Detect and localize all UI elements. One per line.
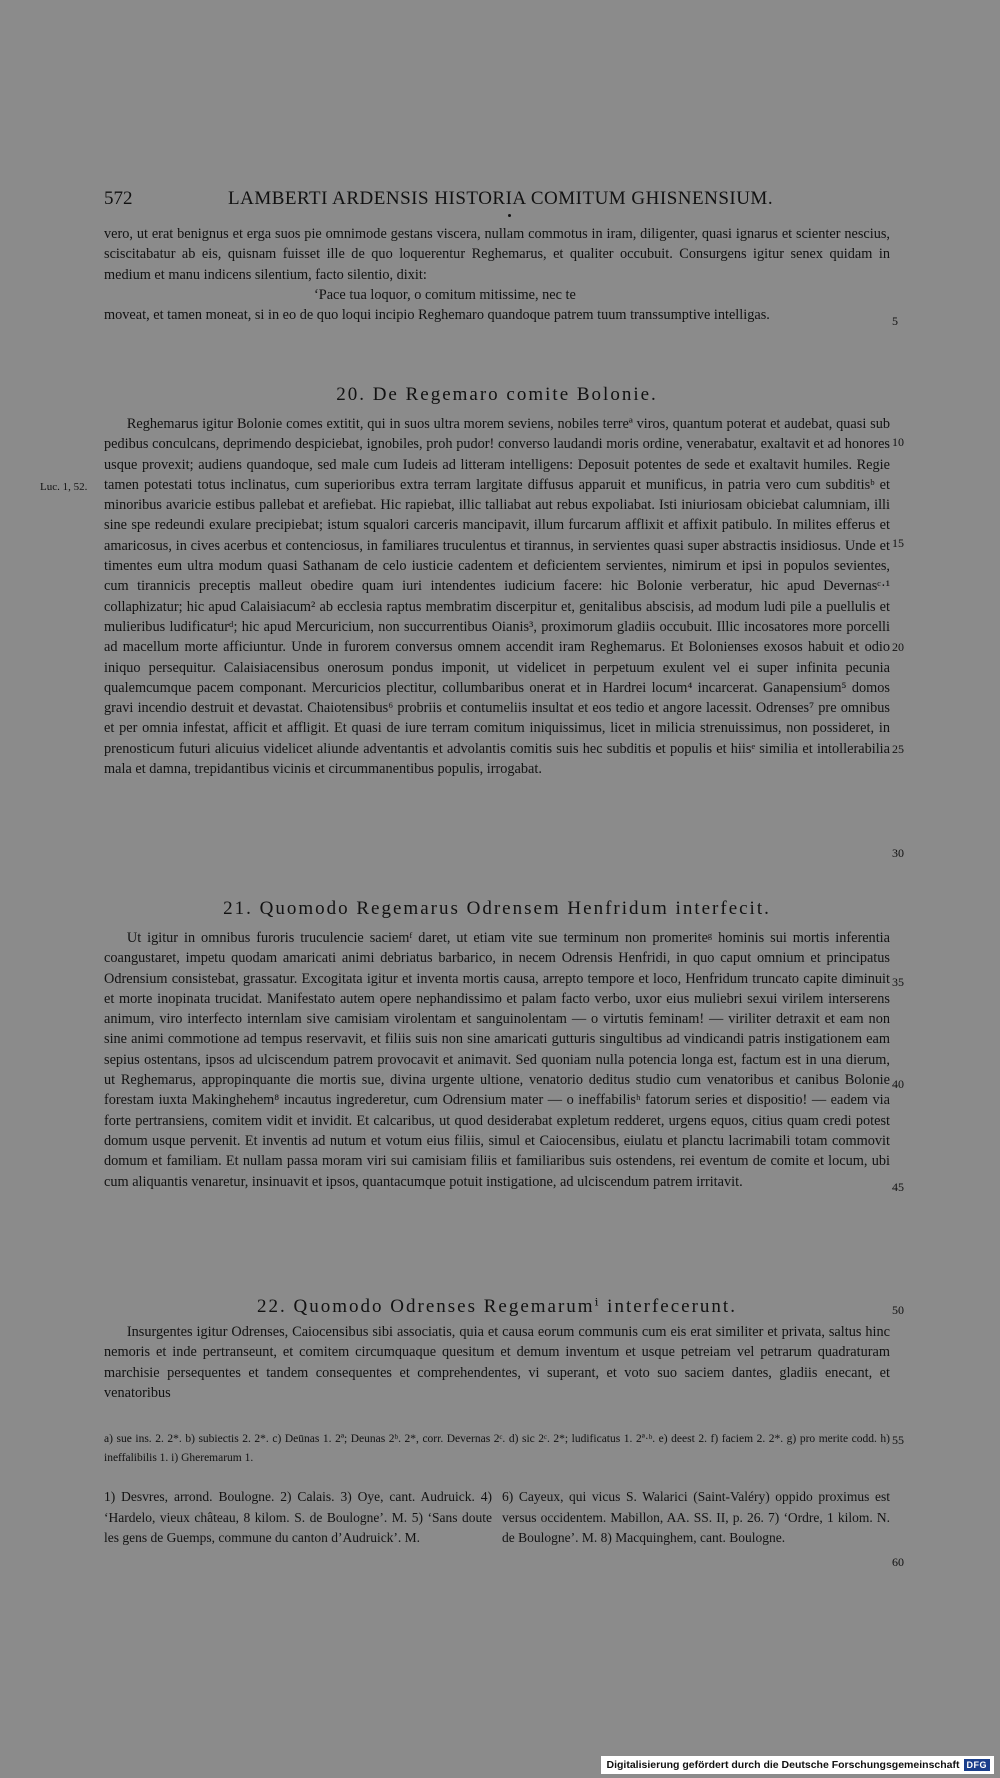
footnotes <box>104 1487 890 1549</box>
page-header <box>104 188 904 210</box>
footnotes-left: 1) Desvres, arrond. Boulogne. 2) Calais. 3) Oye, cant. Audruick. 4) ‘Hardelo, vieux château, 8 kilom. S. de Boulogne’. M. 5) ‘Sans doute les gens de Guemps, commune du canton d’Audruick’. M. <box>104 1489 492 1545</box>
chapter-20-text-block <box>104 414 890 779</box>
chapter-22-text-block <box>104 1322 890 1403</box>
intro-block <box>104 224 890 325</box>
line-number: 25 <box>892 742 904 756</box>
footnotes-right: 6) Cayeux, qui vicus S. Walarici (Saint-Valéry) oppido proximus est versus occidentem. Mabillon, AA. SS. II, p. 26. 7) ‘Ordre, 1 kilom. N. de Boulogne’. M. 8) Macquinghem, cant. Boulogne. <box>502 1489 890 1545</box>
funding-credit <box>601 1756 994 1774</box>
intro-text: vero, ut erat benignus et erga suos pie omnimode gestans viscera, nullam commotus in iram, diligenter, quasi ignarus et scienter nescius, sciscitabatur ab eis, quisnam fuisset ille de quo loquerentur Reghemarus, et qualiter occubuit. Consurgens igitur senex quidam in medium et manu indicens silentium, facto silentio, dixit: <box>104 226 890 283</box>
chapter-22-heading: 22. Quomodo Odrenses Regemarumⁱ interfecerunt. <box>257 1296 737 1317</box>
margin-citation: Luc. 1, 52. <box>40 481 88 493</box>
critical-apparatus: a) sue ins. 2. 2*. b) subiectis 2. 2*. c) Deūnas 1. 2ª; Deunas 2ᵇ. 2*, corr. Devernas 2ᶜ. d) sic 2ᶜ. 2*; ludificatus 1. 2ª·ᵇ. e) deest 2. f) faciem 2. 2*. g) pro merite codd. h) ineffalibilis 1. i) Gheremarum 1. <box>104 1433 890 1464</box>
line-number: 60 <box>892 1555 904 1569</box>
chapter-20-heading: 20. De Regemaro comite Bolonie. <box>336 384 658 405</box>
line-number: 20 <box>892 640 904 654</box>
line-number: 30 <box>892 846 904 860</box>
line-number: 15 <box>892 536 904 550</box>
intro-after: moveat, et tamen moneat, si in eo de quo loqui incipio Reghemaro quandoque patrem tuum transsumptive intelligas. <box>104 307 770 324</box>
intro-verse: ‘Pace tua loquor, o comitum mitissime, nec te <box>314 286 576 303</box>
chapter-20-text: Reghemarus igitur Bolonie comes extitit, qui in suos ultra morem seviens, nobiles terreª viros, quantum poterat et audebat, quasi sub pedibus conculcans, deprimendo despiciebat, ignobiles, proh pudor! converso laudandi moris ordine, venerabatur, exaltavit et ad honores usque provexit; audiens quandoque, sed male cum Iudeis ad litteram intelligens: Deposuit potentes de sede et exaltavit humiles. Regie tamen potestati totus inclinatus, cum superioribus extra terram largitate diffusus apparuit et munificus, in patria vero cum subditisᵇ et minoribus avaricie estibus pallebat et arefiebat. Hic rapiebat, illic talliabat aut rebus expoliabat. Isti iniuriosam obiciebat calumniam, illi sine spe redeundi exulare precipiebat; istum squalori carceris mancipavit, illum furcarum afflixit et affixit patibulo. In milites efferus et amaricosus, in cives acerbus et contenciosus, in familiares truculentus et tirannus, in servientes quasi super abstractis insidiosus. Unde et timentes eum ultra modum quasi Sathanam de celo iusticie cadentem et deficientem servientes, nimirum et ipsi in populos sevientes, cum tirannicis preceptis malleut obedire quam iuri intendentes iudicium facere: hic Bolonie verberatur, hic apud Devernasᶜ·¹ collaphizatur; hic apud Calaisiacum² ab ecclesia raptus membratim discerpitur et, genitalibus abscisis, ad modum ludi pile a puellulis et mulieribus ludificaturᵈ; hic apud Mercuricium, non succurrentibus Oianis³, proximorum gladiis occubuit. Illic incosatores more porcelli ad macellum morte afficiuntur. Unde in furorem conversus omnem accendit iram Reghemarus. Et Bolonienses exosos habuit et odio iniquo persequitur. Calaisiacensibus onerosum pondus imponit, ut videlicet in perpetuum exulent vel ei super infinita pecunia qualemcumque pacem componant. Mercuricios plectitur, collumbaribus onerat et in Hardrei locum⁴ incarcerat. Ganapensium⁵ domos gravi incendio destruit et devastat. Chaiotensibus⁶ probriis et contumeliis insultat et eos tedio et angore lacessit. Odrenses⁷ pre omnibus et per omnia infestat, afficit et affligit. Et quasi de iure terram comitum iniquissimus, licet in milicia strenuissimus, non possideret, in prenosticum futuri alicuius videlicet aliunde adventantis et advolantis comitis suis hec subditis et populis et hiisᵉ similia et intollerabilia mala et damna, trepidantibus vicinis et circummanentibus populis, irrogabat. <box>104 416 890 778</box>
chapter-21-text-block <box>104 928 890 1192</box>
ink-dot <box>508 214 511 217</box>
line-number: 40 <box>892 1077 904 1091</box>
dfg-logo-icon: DFG <box>964 1759 991 1771</box>
line-number: 45 <box>892 1180 904 1194</box>
line-number: 50 <box>892 1303 904 1317</box>
chapter-21-text: Ut igitur in omnibus furoris truculencie saciemᶠ daret, ut etiam vite sue terminum non promeriteᵍ hominis sui mortis inferentia coangustaret, impetu quodam amaricati animi debriatus barbarico, in necem Odrensis Henfridi, in quo caput omnium et principatus Odrensium consistebat, grassatur. Excogitata igitur et inventa mortis causa, arrepto tempore et loco, Henfridum truncato capite diminuit et morte inopinata trucidat. Manifestato autem opere nephandissimo et palam facto verbo, uxor eius muliebri sexui virilem interserens animum, viro interfecto internlam sive camisiam virolentam et sanguinolentam — o virtutis feminam! — viriliter detraxit et eam non sine animi commotione ad tempus reservavit, et filiis suis non sine amaricati gutturis singultibus ad vindicandi patris instigationem eam sepius ostentans, ipsos ad ulciscendum patrem provocavit et animavit. Sed quoniam nulla potencia longa est, factum est in una dierum, ut Reghemarus, appropinquante die mortis sue, divina urgente ultione, venatorio deditus studio cum venatoribus et canibus Bolonie forestam iuxta Makinghehem⁸ incautus ingrederetur, cum Odrensium mater — o ineffabilisʰ fatorum series et dispositio! — eadem via forte pertransiens, comitem vidit et invidit. Et calcaribus, ut quod desiderabat expletum redderet, urgens equos, citius quam credi potest domum usque pervenit. Et inventis ad nutum et votum eius filiis, simul et Caiocensibus, eiulatu et planctu lacrimabili totam commovit domum et familiam. Et nullam passa moram viri sui camisiam filiis et familiaribus suis ostendens, rei eventum de comite et locum, ubi cum aliquantis venaretur, insinuavit et ipsos, quantacumque potuit instigatione, ad ulciscendum patrem irritavit. <box>104 930 890 1190</box>
chapter-21-heading: 21. Quomodo Regemarus Odrensem Henfridum interfecit. <box>223 898 771 919</box>
line-number: 35 <box>892 975 904 989</box>
running-title: LAMBERTI ARDENSIS HISTORIA COMITUM GHISNENSIUM. <box>228 188 774 209</box>
line-number: 55 <box>892 1433 904 1447</box>
chapter-22-text: Insurgentes igitur Odrenses, Caiocensibus sibi associatis, quia et causa eorum communis cum eis erat similiter et privata, saltus hinc nemoris et inde pertranseunt, et comitem circumquaque quesitum et demum inventum et usque petreiam vel petrarum quadraturam marchisie persequentes et tandem consequentes et comprehendentes, vi superant, et voto suo saciem dantes, gladiis enecant, et venatoribus <box>104 1324 890 1401</box>
page-number: 572 <box>104 188 133 209</box>
credit-text: Digitalisierung gefördert durch die Deutsche Forschungsgemeinschaft <box>606 1759 960 1771</box>
line-number: 10 <box>892 435 904 449</box>
line-number: 5 <box>892 314 898 328</box>
